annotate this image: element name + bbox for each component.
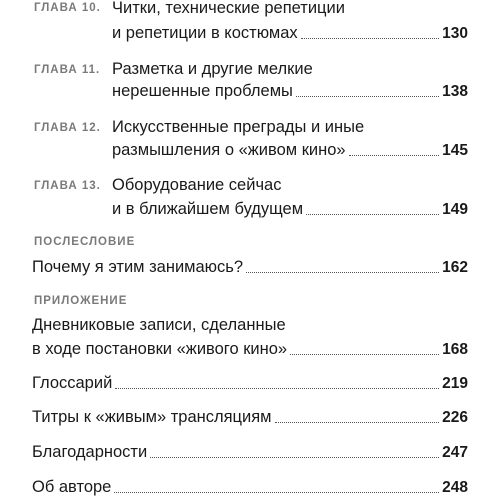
chapter-title-line2: и в ближайшем будущем — [112, 200, 304, 218]
appendix-title-line1: Дневниковые записи, сделанные — [32, 316, 286, 334]
leader-row — [112, 198, 468, 220]
dot-leader — [246, 272, 439, 273]
page-number: 247 — [442, 444, 468, 461]
acknowledgements-title: Благодарности — [32, 443, 148, 461]
page-number: 162 — [442, 259, 468, 276]
page-number: 248 — [442, 479, 468, 496]
dot-leader — [114, 492, 439, 493]
chapter-title-line2: и репетиции в костюмах — [112, 24, 298, 42]
toc-entry-acknowledgements[interactable] — [32, 441, 468, 463]
afterword-title: Почему я этим занимаюсь? — [32, 258, 244, 276]
chapter-label: ГЛАВА 10. — [34, 2, 101, 14]
chapter-title-line2: нерешенные проблемы — [112, 82, 293, 100]
dot-leader — [150, 457, 439, 458]
dot-leader — [275, 422, 440, 423]
leader-row — [112, 139, 468, 161]
leader-row — [32, 256, 468, 278]
glossary-title: Глоссарий — [32, 374, 113, 392]
dot-leader — [296, 96, 439, 97]
page-number: 130 — [442, 25, 468, 42]
dot-leader — [349, 155, 440, 156]
toc-entry-glossary[interactable] — [32, 372, 468, 394]
chapter-label: ГЛАВА 13. — [34, 180, 101, 192]
page-number: 149 — [442, 201, 468, 218]
dot-leader — [115, 388, 439, 389]
chapter-title-line1: Оборудование сейчас — [112, 176, 282, 194]
dot-leader — [301, 38, 439, 39]
page-number: 145 — [442, 142, 468, 159]
dot-leader — [306, 214, 439, 215]
chapter-title-line1: Читки, технические репетиции — [112, 0, 345, 17]
credits-title: Титры к «живым» трансляциям — [32, 408, 272, 426]
chapter-label: ГЛАВА 11. — [34, 64, 101, 76]
page-number: 138 — [442, 83, 468, 100]
toc-entry-about-author[interactable] — [32, 476, 468, 498]
leader-row — [112, 22, 468, 44]
about-author-title: Об авторе — [32, 478, 112, 496]
dot-leader — [290, 354, 439, 355]
chapter-title-line1: Искусственные преграды и иные — [112, 118, 365, 136]
toc-entry-credits[interactable] — [32, 406, 468, 428]
leader-row — [112, 80, 468, 102]
page-number: 219 — [442, 375, 468, 392]
page-number: 168 — [442, 341, 468, 358]
chapter-label: ГЛАВА 12. — [34, 122, 101, 134]
chapter-title-line2: размышления о «живом кино» — [112, 141, 346, 159]
appendix-title-line2: в ходе постановки «живого кино» — [32, 340, 288, 358]
chapter-title-line1: Разметка и другие мелкие — [112, 60, 313, 78]
leader-row — [32, 338, 468, 360]
page-number: 226 — [442, 409, 468, 426]
section-label-afterword: ПОСЛЕСЛОВИЕ — [34, 236, 136, 248]
section-label-appendix: ПРИЛОЖЕНИЕ — [34, 295, 128, 307]
